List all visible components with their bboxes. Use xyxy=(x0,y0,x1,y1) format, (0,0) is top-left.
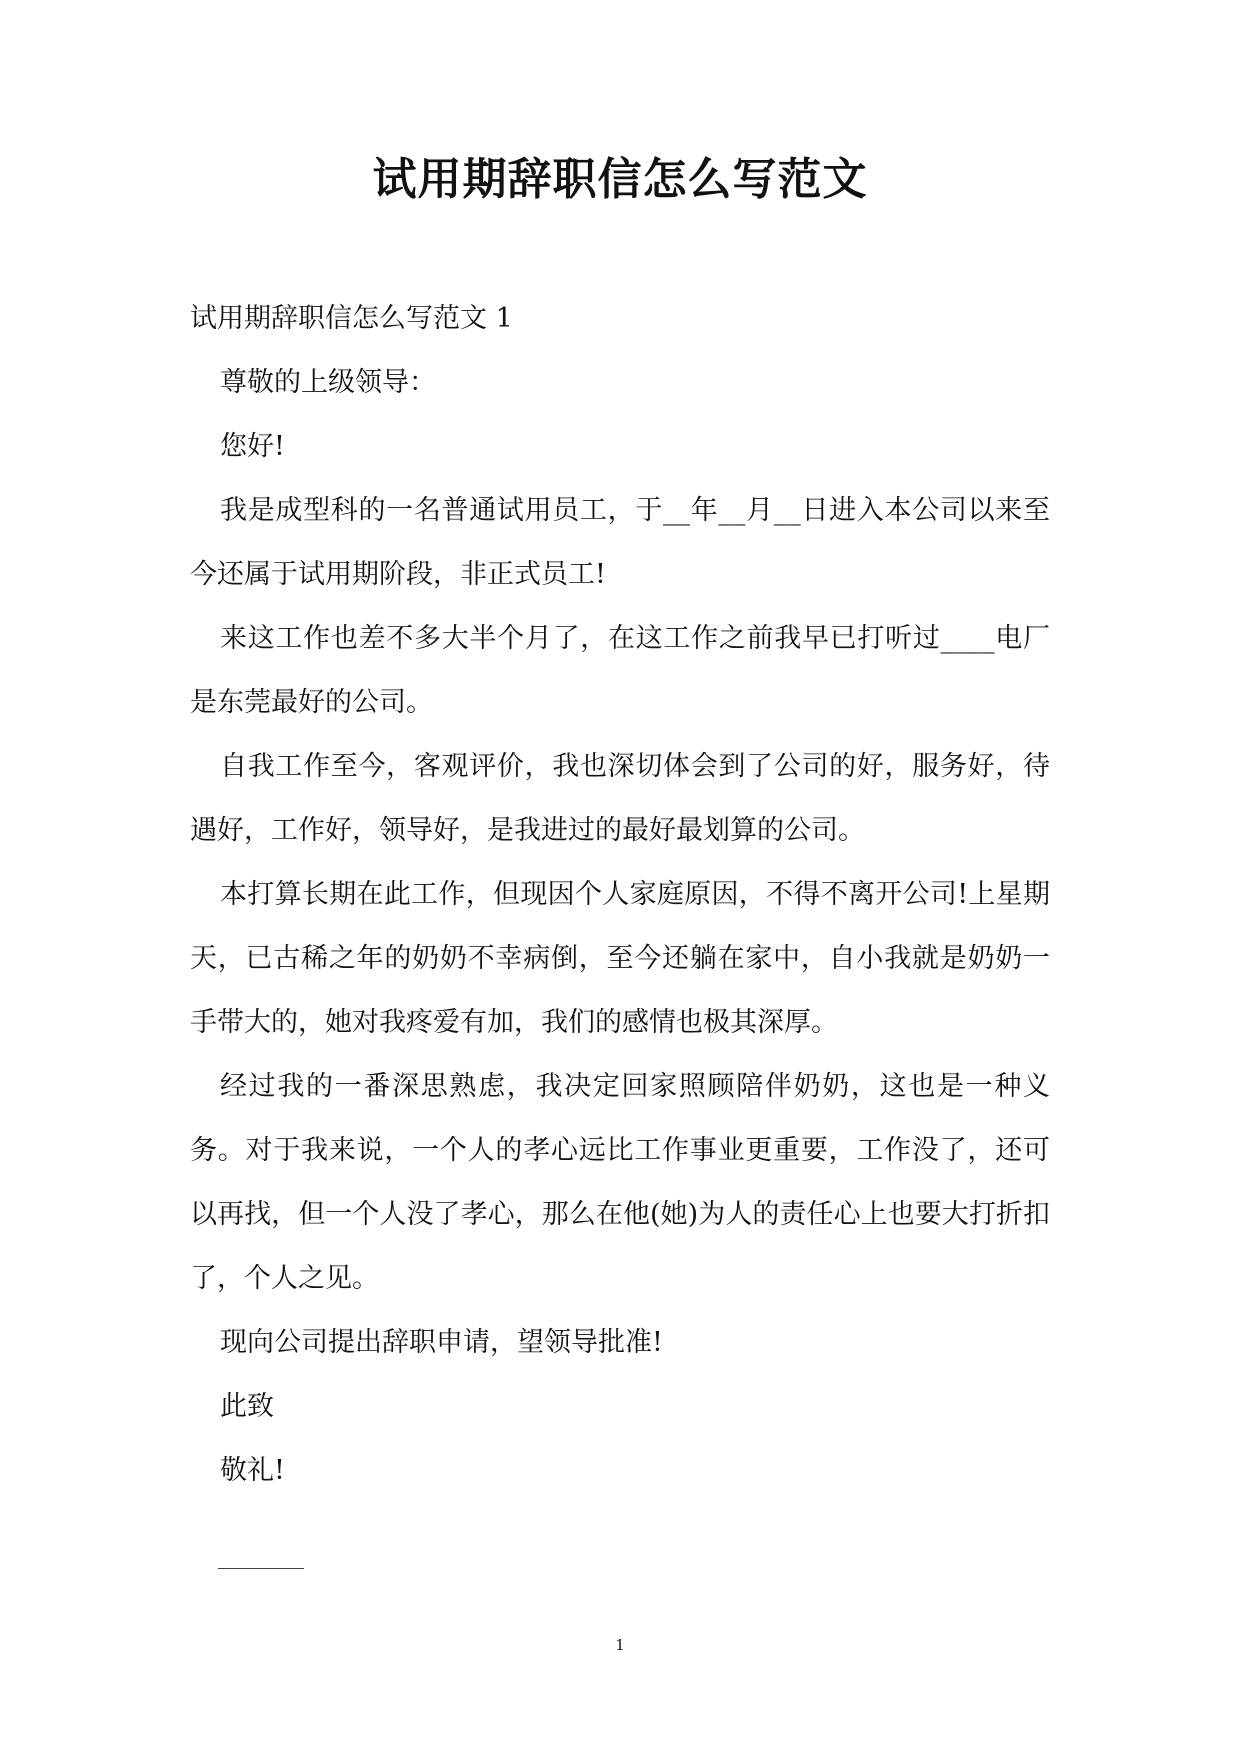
body-paragraph: 本打算长期在此工作，但现因个人家庭原因，不得不离开公司!上星期天，已古稀之年的奶奶不幸病倒，至今还躺在家中，自小我就是奶奶一手带大的，她对我疼爱有加，我们的感情也极其深厚。 xyxy=(190,879,1050,1038)
section-heading: 试用期辞职信怎么写范文 1 xyxy=(190,303,513,334)
body-paragraph: 我是成型科的一名普通试用员工，于__年__月__日进入本公司以来至今还属于试用期阶段，非正式员工! xyxy=(190,495,1050,590)
closing-line: 此致 xyxy=(220,1391,274,1422)
body-paragraph: 经过我的一番深思熟虑，我决定回家照顾陪伴奶奶，这也是一种义务。对于我来说，一个人的孝心远比工作事业更重要，工作没了，还可以再找，但一个人没了孝心，那么在他(她)为人的责任心上也要大打折扣了，个人之见。 xyxy=(190,1071,1050,1294)
body-paragraph: 现向公司提出辞职申请，望领导批准! xyxy=(220,1327,663,1358)
page-number: 1 xyxy=(615,1636,625,1654)
document-title: 试用期辞职信怎么写范文 xyxy=(372,154,868,205)
document-body xyxy=(190,287,1050,1503)
footnote-divider xyxy=(218,1568,304,1569)
body-paragraph: 来这工作也差不多大半个月了，在这工作之前我早已打听过____电厂是东莞最好的公司。 xyxy=(190,623,1050,718)
salutation: 尊敬的上级领导： xyxy=(220,367,436,398)
body-paragraph: 自我工作至今，客观评价，我也深切体会到了公司的好，服务好，待遇好，工作好，领导好，是我进过的最好最划算的公司。 xyxy=(190,751,1050,846)
greeting: 您好! xyxy=(220,431,285,462)
closing-salute: 敬礼! xyxy=(220,1455,285,1486)
